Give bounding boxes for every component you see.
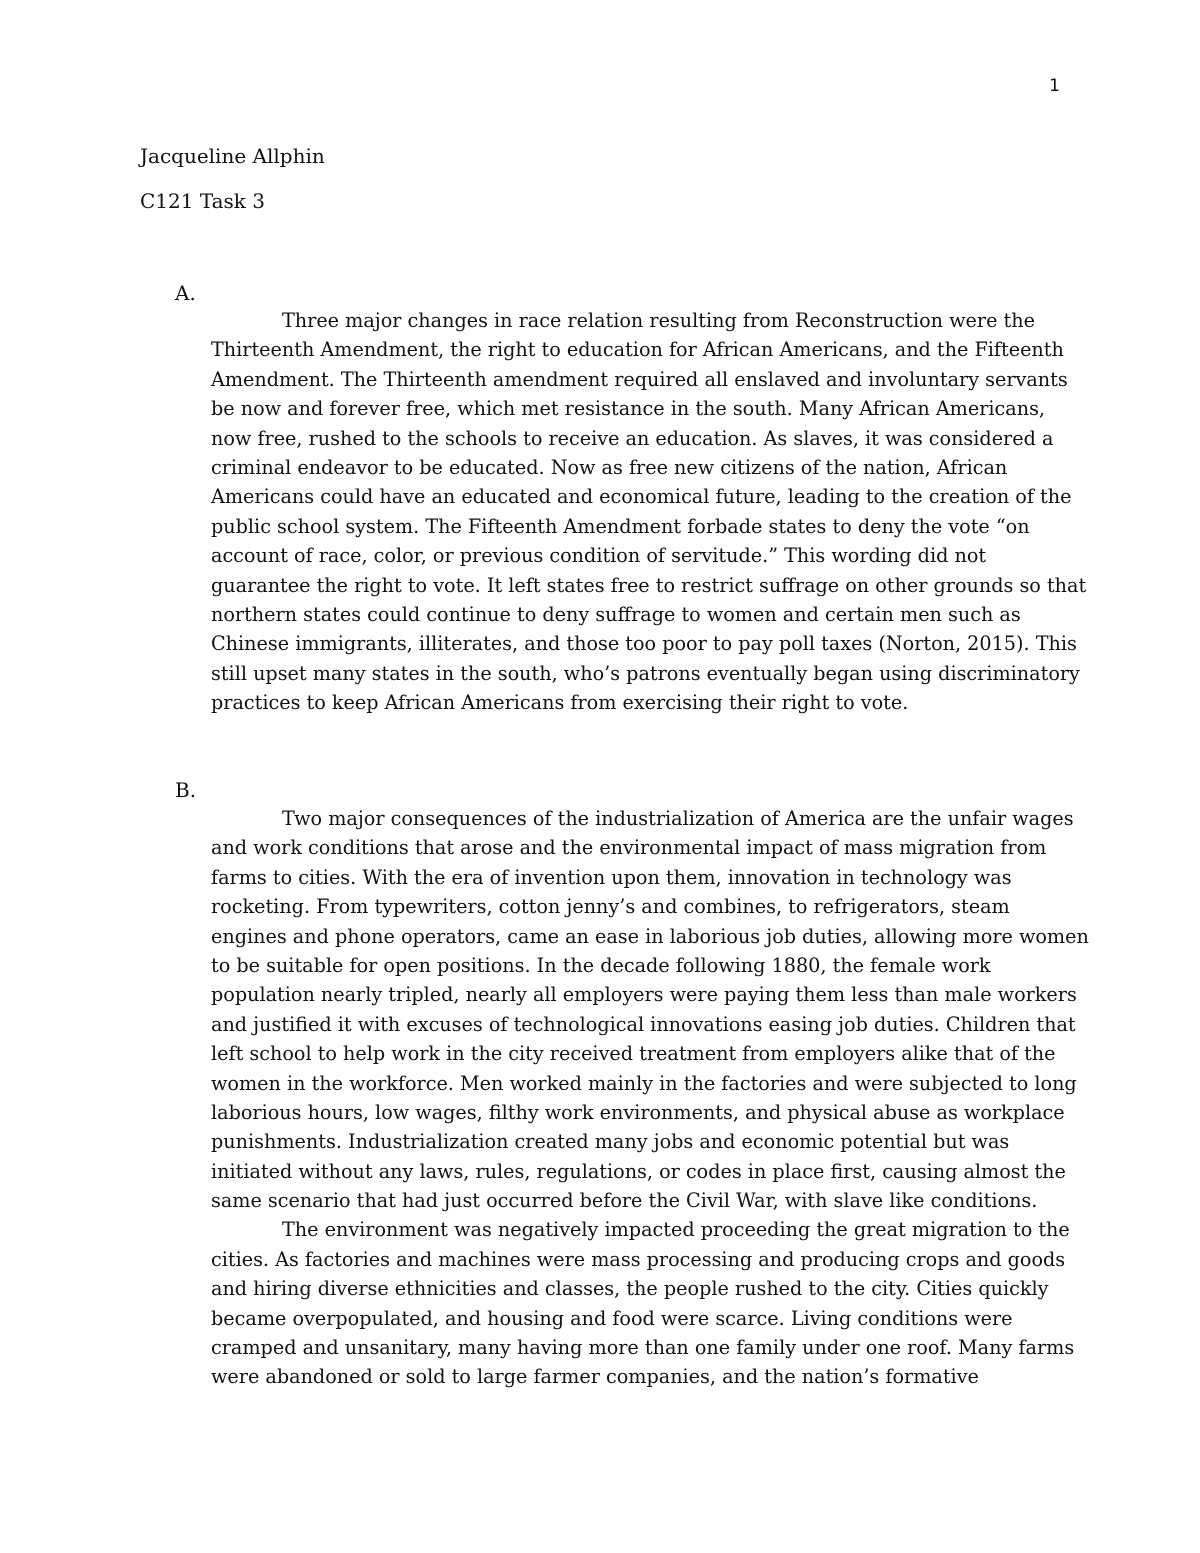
paragraph-line: to be suitable for open positions. In the decade following 1880, the female work — [211, 953, 991, 977]
paragraph-line: criminal endeavor to be educated. Now as free new citizens of the nation, African — [211, 455, 1008, 479]
paragraph-line: cities. As factories and machines were mass processing and producing crops and goods — [211, 1247, 1066, 1271]
paragraph-line: account of race, color, or previous condition of servitude.” This wording did not — [211, 544, 987, 568]
paragraph-line: engines and phone operators, came an ease in laborious job duties, allowing more women — [211, 924, 1089, 948]
course-task: C121 Task 3 — [140, 189, 266, 213]
paragraph-line: public school system. The Fifteenth Amendment forbade states to deny the vote “on — [211, 514, 1030, 538]
paragraph-line: northern states could continue to deny suffrage to women and certain men such as — [211, 602, 1021, 626]
author-name: Jacqueline Allphin — [140, 144, 325, 168]
paragraph-line: population nearly tripled, nearly all employers were paying them less than male workers — [211, 983, 1077, 1007]
paragraph-line: Two major consequences of the industrialization of America are the unfair wages — [282, 807, 1074, 830]
paragraph-line: were abandoned or sold to large farmer companies, and the nation’s formative — [211, 1365, 979, 1389]
section-b-heading: B. — [175, 778, 197, 802]
paragraph-line: became overpopulated, and housing and food were scarce. Living conditions were — [211, 1306, 1013, 1330]
paragraph-line: Chinese immigrants, illiterates, and those too poor to pay poll taxes (Norton, 2015). This — [211, 632, 1077, 656]
paragraph-line: and justified it with excuses of technological innovations easing job duties. Children that — [211, 1012, 1076, 1036]
paragraph-line: Americans could have an educated and economical future, leading to the creation of the — [211, 485, 1072, 509]
paragraph-line: punishments. Industrialization created many jobs and economic potential but was — [211, 1130, 1010, 1154]
paragraph-line: Thirteenth Amendment, the right to education for African Americans, and the Fifteenth — [211, 338, 1064, 362]
paragraph-line: be now and forever free, which met resistance in the south. Many African Americans, — [211, 397, 1046, 421]
paragraph-line: initiated without any laws, rules, regulations, or codes in place first, causing almost the — [211, 1159, 1066, 1183]
paragraph-line: left school to help work in the city received treatment from employers alike that of the — [211, 1042, 1056, 1066]
paragraph-line: Three major changes in race relation resulting from Reconstruction were the — [282, 309, 1035, 332]
paragraph-line: same scenario that had just occurred before the Civil War, with slave like conditions. — [211, 1189, 1038, 1213]
paragraph-line: rocketing. From typewriters, cotton jenny’s and combines, to refrigerators, steam — [211, 895, 1010, 919]
section-b-body — [211, 804, 1089, 1392]
section-a-heading: A. — [175, 281, 196, 305]
paragraph-line: farms to cities. With the era of invention upon them, innovation in technology was — [211, 865, 1012, 889]
paragraph-line: and hiring diverse ethnicities and classes, the people rushed to the city. Cities quickly — [211, 1277, 1049, 1301]
paragraph-line: cramped and unsanitary, many having more than one family under one roof. Many farms — [211, 1336, 1075, 1360]
paragraph-line: and work conditions that arose and the environmental impact of mass migration from — [211, 836, 1047, 860]
paragraph-line: women in the workforce. Men worked mainly in the factories and were subjected to long — [211, 1071, 1077, 1095]
section-a-body — [211, 306, 1087, 717]
paragraph-line: Amendment. The Thirteenth amendment required all enslaved and involuntary servants — [211, 367, 1068, 391]
paragraph-line: guarantee the right to vote. It left states free to restrict suffrage on other grounds so that — [211, 573, 1087, 597]
paragraph-line: practices to keep African Americans from exercising their right to vote. — [211, 691, 909, 715]
paragraph-line: The environment was negatively impacted proceeding the great migration to the — [282, 1218, 1070, 1242]
paragraph-line: still upset many states in the south, who’s patrons eventually began using discriminatory — [211, 661, 1080, 685]
paragraph-line: laborious hours, low wages, filthy work environments, and physical abuse as workplace — [211, 1100, 1065, 1124]
page-number: 1 — [1049, 76, 1060, 96]
paragraph-line: now free, rushed to the schools to receive an education. As slaves, it was considered a — [211, 426, 1054, 450]
